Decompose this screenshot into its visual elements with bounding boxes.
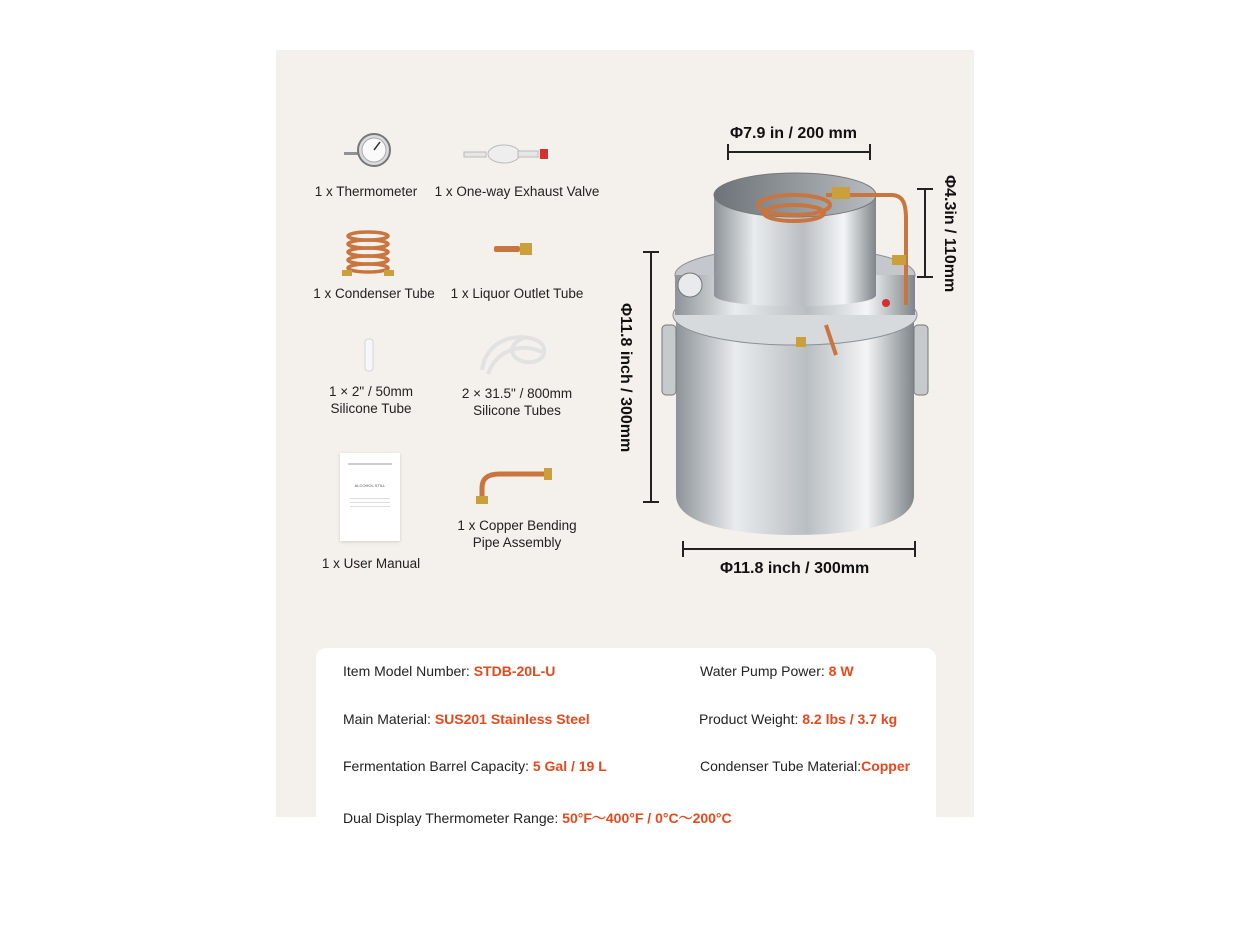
- accessory-label-line1: 1 x Copper Bending: [457, 518, 577, 533]
- silicone-tubes-icon: [476, 330, 552, 376]
- spec-thermo-range: [343, 808, 732, 828]
- accessory-user-manual: [306, 555, 436, 572]
- accessory-label-line2: Silicone Tubes: [473, 403, 561, 418]
- spec-value: SUS201 Stainless Steel: [434, 711, 590, 727]
- accessory-liquor-outlet-tube: [444, 285, 590, 302]
- accessory-label: 1 x User Manual: [321, 556, 421, 571]
- accessory-label: 1 x Liquor Outlet Tube: [450, 286, 584, 301]
- spec-label: Fermentation Barrel Capacity:: [343, 758, 533, 774]
- accessory-label: 1 x One-way Exhaust Valve: [434, 184, 600, 199]
- still-pot-image: [656, 165, 946, 555]
- spec-label: Water Pump Power:: [700, 663, 829, 679]
- spec-value: 50°F～400°F / 0°C～200°C: [562, 810, 732, 826]
- silicone-tube-icon: [362, 337, 376, 373]
- dim-top-height: Φ4.3in / 110mm: [941, 175, 958, 293]
- accessory-label-line2: Pipe Assembly: [472, 535, 562, 550]
- dim-top-width-line: [726, 143, 872, 161]
- manual-title: ALCOHOL STILL: [354, 483, 386, 488]
- accessory-exhaust-valve: [432, 183, 602, 200]
- condenser-tube-icon: [340, 228, 396, 278]
- spec-model: [343, 663, 555, 679]
- copper-pipe-icon: [472, 462, 556, 506]
- spec-value: 8 W: [828, 663, 854, 679]
- dim-body-width-line: [681, 540, 917, 558]
- accessory-silicone-tubes: [442, 385, 592, 419]
- spec-weight: [699, 711, 897, 727]
- spec-pump: [700, 663, 854, 679]
- accessory-silicone-tube: [306, 383, 436, 417]
- accessory-label: 1 x Condenser Tube: [313, 286, 435, 301]
- accessory-label: 1 x Thermometer: [314, 184, 418, 199]
- spec-label: Dual Display Thermometer Range:: [343, 810, 563, 826]
- accessory-thermometer: [306, 183, 426, 200]
- dim-body-height: Φ11.8 inch / 300mm: [617, 302, 634, 453]
- spec-card: [316, 648, 936, 848]
- spec-label: Condenser Tube Material:: [700, 758, 862, 774]
- spec-value: 5 Gal / 19 L: [532, 758, 607, 774]
- spec-value: 8.2 lbs / 3.7 kg: [802, 711, 898, 727]
- spec-label: Item Model Number:: [343, 663, 474, 679]
- spec-value: Copper: [861, 758, 911, 774]
- exhaust-valve-icon: [462, 142, 552, 166]
- spec-label: Main Material:: [343, 711, 435, 727]
- accessory-condenser-tube: [306, 285, 442, 302]
- accessory-label-line1: 2 × 31.5" / 800mm: [461, 386, 573, 401]
- accessory-label-line1: 1 × 2" / 50mm: [329, 384, 413, 399]
- dim-top-width: Φ7.9 in / 200 mm: [730, 125, 857, 142]
- product-info-panel: [276, 50, 974, 826]
- dim-body-height-line: [642, 250, 660, 504]
- spec-condenser: [700, 758, 910, 774]
- dim-top-height-line: [916, 187, 934, 279]
- spec-value: STDB-20L-U: [473, 663, 556, 679]
- accessory-copper-pipe: [442, 517, 592, 551]
- dim-body-width: Φ11.8 inch / 300mm: [720, 560, 870, 577]
- accessory-label-line2: Silicone Tube: [330, 401, 412, 416]
- spec-label: Product Weight:: [699, 711, 803, 727]
- spec-material: [343, 711, 590, 727]
- thermometer-icon: [342, 128, 402, 172]
- spec-capacity: [343, 758, 607, 774]
- user-manual-icon: [340, 453, 400, 541]
- liquor-outlet-tube-icon: [492, 240, 536, 260]
